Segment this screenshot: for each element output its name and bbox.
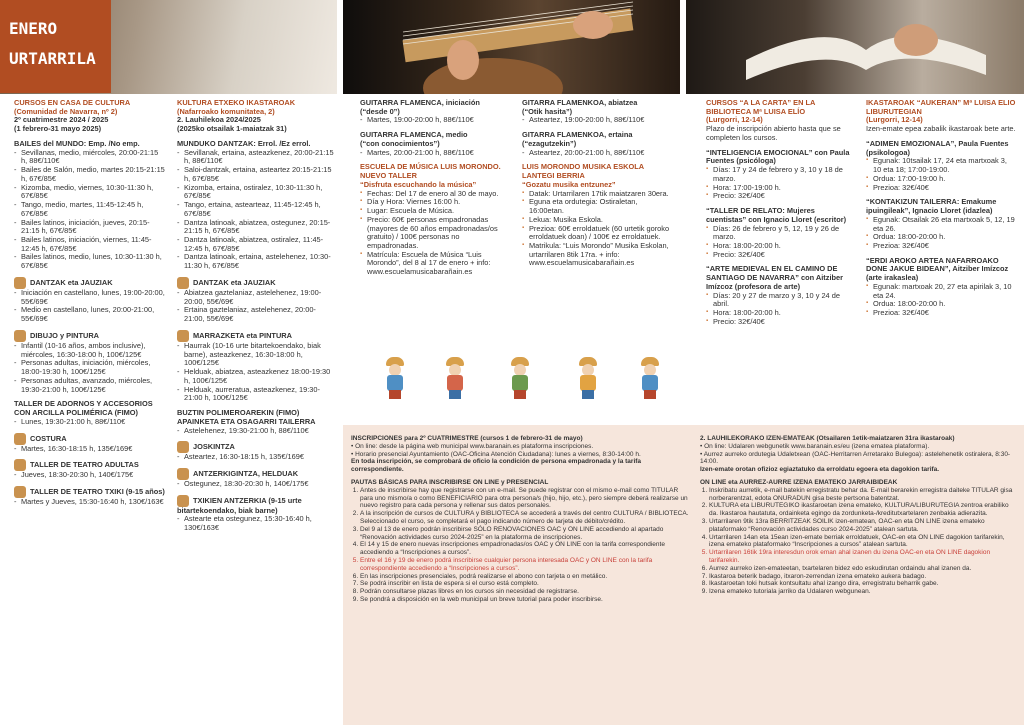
c4-g1-title: GITARRA FLAMENKOA, abiatzea	[522, 98, 638, 107]
list-item: ▪ Matrikula: “Luis Morondo” Musika Eskolan, urtarrilaren 8tik 17ra. + info: www.escuelamusicabarañain.es	[522, 242, 672, 268]
c6-heading: IKASTAROAK “AUKERAN” Mª LUISA ELIO LIBURUTEGIAN	[866, 98, 1016, 116]
c1-s5-title: COSTURA	[30, 433, 67, 443]
c1-s6-title: TALLER DE TEATRO ADULTAS	[30, 460, 139, 470]
list-item: - Haurrak (10-16 urte bitartekoendako, biak barne), asteazkenez, 16:30-18:00 h, 100€/125€	[177, 342, 335, 368]
c2-s1-title: MUNDUKO DANTZAK: Errol. /Ez errol.	[177, 138, 311, 148]
list-item: ▪ Egunak: 10tsailak 17, 24 eta martxoak 3, 10 eta 18; 17:00-19:00.	[866, 157, 1016, 174]
column-kultura-etxeko	[177, 99, 335, 533]
list-item: - Asteartez, 16:30-18:15 h, 135€/169€	[177, 453, 335, 462]
ize-heading: 2. LAUHILEKORAKO IZEN-EMATEAK (Otsailaren 1etik-maiatzaren 31ra ikastaroak)	[700, 435, 955, 442]
c2-s5-title: JOSKINTZA	[193, 442, 235, 452]
list-item: - Infantil (10-16 años, ambos inclusive), miércoles, 16:30-18:00 h, 100€/125€	[14, 342, 166, 359]
list-item: 2. A la inscripción de cursos de CULTURA y BIBLIOTECA se accederá a través del centro CULTURA / BIBLIOTECA. Seleccionado el curso, se completará el pago indicando número de tarjeta de débito/crédito.	[360, 510, 691, 526]
c4-music-title: LUIS MORONDO MUSIKA ESKOLA LANTEGI BERRIA	[522, 162, 644, 181]
c4-g2-sub: (“ezagutzekin”)	[522, 138, 577, 148]
list-item: - Martes, 20:00-21:00 h, 88€/110€	[360, 149, 510, 158]
list-item: ▪ Fechas: Del 17 de enero al 30 de mayo.	[360, 190, 510, 199]
list-item: 1. Inskribatu aurretik, e-mail batekin erregistratu behar da. E-mail berarekin erregistra daiteke TITULAR gisa norberarentzat, edota ONURADUN gisa beste pertsona batentzat.	[709, 487, 1018, 503]
c5-sub: (Lurgorri, 12-14)	[706, 115, 763, 125]
c1-dates: (1 febrero-31 mayo 2025)	[14, 124, 102, 134]
sewing-icon	[14, 433, 26, 445]
list-item: ▪ Eguna eta ordutegia: Ostiraletan, 16:00etan.	[522, 198, 672, 215]
list-item: ▪ Hora: 17:00-19:00 h.	[706, 184, 854, 193]
c6-k1-title: “ADIMEN EMOZIONALA”, Paula Fuentes (psikologoa)	[866, 138, 1009, 157]
ins-presencial: • Horario presencial Ayuntamiento (OAC-Oficina Atención Ciudadana): lunes a viernes, 8:30-14:00 h.	[351, 450, 641, 458]
book-illustration	[686, 0, 1024, 94]
c4-g2-title: GITARRA FLAMENKOA, ertaina	[522, 130, 633, 140]
list-item: - Abiatzea gaztelaniaz, astelehenez, 19:00-20:00, 55€/69€	[177, 289, 335, 306]
c1-period: 2º cuatrimestre 2024 / 2025	[14, 115, 109, 125]
c1-s1-list	[14, 149, 166, 271]
ins-heading: INSCRIPCIONES para 2º CUATRIMESTRE (cursos 1 de febrero-31 de mayo)	[351, 435, 583, 442]
c4-music-sub: “Gozatu musika entzunez”	[522, 179, 616, 189]
c3-music-sub: “Disfruta escuchando la música”	[360, 179, 477, 189]
list-item: - Lunes, 19:30-21:00 h, 88€/110€	[14, 418, 166, 427]
list-item: ▪ Prezioa: 32€/40€	[866, 309, 1016, 318]
list-item: - Helduak, aurreratua, asteazkenez, 19:30-21:00 h, 100€/125€	[177, 386, 335, 403]
list-item: - Personas adultas, avanzado, miércoles, 19:30-21:00 h, 100€/125€	[14, 377, 166, 394]
list-item: - Jueves, 18:30-20:30 h, 140€/175€	[14, 471, 166, 480]
list-item: ▪ Prezioa: 60€ erroldatuek (60 urtetik goroko erroldatuek doan) / 100€ ez erroldatuek.	[522, 225, 672, 242]
list-item: - Dantza latinoak, abiatzea, ostegunez, 20:15-21:15 h, 67€/85€	[177, 219, 335, 236]
c2-sub: (Nafarroako komunitatea, 2)	[177, 106, 275, 116]
list-item: 4. Urtarrilaren 14an eta 15ean izen-emate berriak erroldatuek, OAC-en eta ON LINE dagokion tarifarekin, izena emateko plataformako “Inscripciones a cursos” atalean sartuta.	[709, 534, 1018, 550]
list-item: - Ostegunez, 18:30-20:30 h, 140€/175€	[177, 480, 335, 489]
registration-panel	[343, 425, 1024, 725]
c2-s6-title: ANTZERKIGINTZA, HELDUAK	[193, 468, 299, 478]
list-item: 4. El 14 y 15 de enero nuevas inscripciones empadronadas/os OAC y ON LINE con la tarifa correspondiente accediendo a “Inscripciones a cursos”.	[360, 541, 691, 557]
list-item: - Sevillanak, ertaina, asteazkenez, 20:00-21:15 h, 88€/110€	[177, 149, 335, 166]
c1-s2-title: DANTZAK eta JAUZIAK	[30, 277, 113, 287]
list-item: ▪ Precio: 32€/40€	[706, 192, 854, 201]
guitar-illustration	[343, 0, 680, 94]
list-item: - Ertaina gaztelaniaz, astelehenez, 20:00-21:00, 55€/69€	[177, 306, 335, 323]
c3-g2-title: GUITARRA FLAMENCA, medio	[360, 130, 468, 140]
inscripciones-block	[351, 435, 691, 604]
list-item: ▪ Días: 17 y 24 de febrero y 3, 10 y 18 de marzo.	[706, 166, 854, 183]
list-item: - Bailes latinos, iniciación, viernes, 11:45-12:45 h, 67€/85€	[14, 236, 166, 253]
list-item: ▪ Ordua: 17:00-19:00 h.	[866, 175, 1016, 184]
list-item: - Bailes latinos, iniciación, jueves, 20:15-21:15 h, 67€/85€	[14, 219, 166, 236]
c6-k2-title: “KONTAKIZUN TAILERRA: Emakume ipuingileak”, Ignacio Lloret (idazlea)	[866, 197, 997, 216]
list-item: 7. Se podrá inscribir en lista de espera si el curso está completo.	[360, 580, 691, 588]
c1-sub: (Comunidad de Navarra, nº 2)	[14, 106, 118, 116]
list-item: ▪ Precio: 32€/40€	[706, 251, 854, 260]
musician-figure	[573, 357, 603, 399]
column-guitarra	[360, 99, 510, 277]
c4-g1-sub: (“Otik hasita”)	[522, 106, 573, 116]
c3-g1-title: GUITARRA FLAMENCA, iniciación	[360, 98, 480, 107]
izen-emateak-block	[700, 435, 1018, 596]
c2-s2-title: DANTZAK eta JAUZIAK	[193, 277, 276, 287]
c2-s4-title: BUZTIN POLIMEROAREKIN (FIMO) APAINKETA ETA OSAGARRI TAILERRA	[177, 408, 316, 426]
list-item: - Sevillanas, medio, miércoles, 20:00-21:15 h, 88€/110€	[14, 149, 166, 166]
list-item: 5. Urtarrilaren 16tik 19ra interesdun orok eman ahal izanen du izena OAC-en eta ON LINE dagokion tarifarekin.	[709, 549, 1018, 565]
list-item: - Personas adultas, iniciación, miércoles, 18:00-19:30 h, 100€/125€	[14, 359, 166, 376]
guitar-photo	[343, 0, 680, 94]
list-item: 1. Antes de inscribirse hay que registrarse con un e-mail. Se puede registrar con el mismo e-mail como TITULAR para uno mismo/a o como BENEFICIARIO para otra persona/s (hijo, hijo, etc.), pero siempre deberá realizarse un nuevo registro para cada persona y rellenar sus datos personales.	[360, 487, 691, 510]
list-item: - Tango, ertaina, astearteaz, 11:45-12:45 h, 67€/85€	[177, 201, 335, 218]
list-item: ▪ Hora: 18:00-20:00 h.	[706, 242, 854, 251]
title-enero: ENERO	[9, 19, 58, 38]
ins-rules-heading: PAUTAS BÁSICAS PARA INSCRIBIRSE ON LINE y PRESENCIAL	[351, 478, 549, 486]
list-item: ▪ Datak: Urtarrilaren 17tik maiatzaren 30era.	[522, 190, 672, 199]
ize-rules-heading: ON LINE eta AURREZ-AURRE IZENA EMATEKO JARRAIBIDEAK	[700, 478, 898, 486]
c1-s4-title: TALLER DE ADORNOS Y ACCESORIOS CON ARCILLA POLIMÉRICA (FIMO)	[14, 399, 153, 418]
list-item: 5. Entre el 16 y 19 de enero podrá inscribirse cualquier persona interesada OAC y ON LINE con la tarifa correspondiente accediendo a “Inscripciones a cursos”.	[360, 557, 691, 573]
list-item: - Astelehenez, 19:30-21:00 h, 88€/110€	[177, 427, 335, 436]
musician-figure	[440, 357, 470, 399]
list-item: ▪ Egunak: martxoak 20, 27 eta apirilak 3, 10 eta 24.	[866, 283, 1016, 300]
book-photo	[686, 0, 1024, 94]
ins-online: • On line: desde la página web municipal www.baranain.es plataforma inscripciones.	[351, 442, 594, 450]
list-item: 8. Ikastaroetan toki hutsak kontsultatu ahal izango dira, erregistratu beharrik gabe.	[709, 580, 1018, 588]
c2-period: 2. Lauhilekoa 2024/2025	[177, 115, 261, 125]
c3-g2-sub: (“con conocimientos”)	[360, 138, 440, 148]
list-item: ▪ Lugar: Escuela de Música.	[360, 207, 510, 216]
list-item: - Astearte eta ostegunez, 15:30-16:40 h, 130€/163€	[177, 515, 335, 532]
c1-heading: CURSOS EN CASA DE CULTURA	[14, 98, 131, 107]
c1-s3-title: DIBUJO y PINTURA	[30, 330, 99, 340]
musician-figure	[380, 357, 410, 399]
list-item: 8. Podrán consultarse plazas libres en los cursos sin necesidad de registrarse.	[360, 588, 691, 596]
c2-s3-title: MARRAZKETA eta PINTURA	[193, 330, 292, 340]
list-item: - Dantza latinoak, abiatzea, ostiralez, 11:45-12:45 h, 67€/85€	[177, 236, 335, 253]
musician-figure	[635, 357, 665, 399]
list-item: - Bailes de Salón, medio, martes 20:15-21:15 h, 67€/85€	[14, 166, 166, 183]
c6-intro: Izen-emate epea zabalik ikastaroak bete arte.	[866, 124, 1016, 134]
list-item: - Asteartez, 19:00-20:00 h, 88€/110€	[522, 116, 672, 125]
c2-s7-title: TXIKIEN ANTZERKIA (9-15 urte bitartekoendako, biak barne)	[177, 495, 302, 515]
c6-k3-title: “ERDI AROKO ARTEA NAFARROAKO DONE JAKUE BIDEAN”, Aitziber Imízcoz (arte irakaslea)	[866, 255, 1009, 283]
list-item: 9. Izena emateko tutoriala jarriko da Udalaren webgunean.	[709, 588, 1018, 596]
list-item: - Medio en castellano, lunes, 20:00-21:00, 55€/69€	[14, 306, 166, 323]
list-item: - Tango, medio, martes, 11:45-12:45 h, 67€/85€	[14, 201, 166, 218]
c3-music-title: ESCUELA DE MÚSICA LUIS MORONDO. NUEVO TALLER	[360, 162, 501, 181]
list-item: 9. Se pondrá a disposición en la web municipal un breve tutorial para poder inscribirse.	[360, 596, 691, 604]
list-item: - Iniciación en castellano, lunes, 19:00-20:00, 55€/69€	[14, 289, 166, 306]
list-item: 2. KULTURA eta LIBURUTEGIKO ikastaroetan izena emateko, KULTURA/LIBURUTEGIA zentroa erabiliko da. Ikastaroa hautatuta, ordainketa egingo da zordunketa-/kreditutxartelaren zenbakia adierazita.	[709, 502, 1018, 518]
list-item: - Bailes latinos, medio, lunes, 10:30-11:30 h, 67€/85€	[14, 253, 166, 270]
list-item: - Dantza latinoak, ertaina, astelehenez, 10:30-11:30 h, 67€/85€	[177, 253, 335, 270]
list-item: - Asteartez, 20:00-21:00 h, 88€/110€	[522, 149, 672, 158]
column-cursos-casa-cultura	[14, 99, 166, 507]
c5-heading: CURSOS “A LA CARTA” EN LA BIBLIOTECA Mª LUISA ELÍO	[706, 98, 816, 116]
list-item: ▪ Matrícula: Escuela de Música “Luis Morondo”, del 8 al 17 de enero + info: www.escuelamusicabarañain.es	[360, 251, 510, 277]
ins-note: En toda inscripción, se comprobará de oficio la condición de persona empadronada y la tarifa correspondiente.	[351, 458, 642, 474]
title-urtarrila: URTARRILA	[9, 49, 96, 68]
c2-dates: (2025ko otsailak 1-maiatzak 31)	[177, 124, 287, 134]
column-liburutegia	[866, 99, 1016, 318]
column-biblioteca	[706, 99, 854, 327]
c2-heading: KULTURA ETXEKO IKASTAROAK	[177, 98, 296, 107]
list-item: ▪ Ordua: 18:00-20:00 h.	[866, 233, 1016, 242]
column-gitarra	[522, 99, 672, 268]
list-item: ▪ Egunak: Otsailak 26 eta martxoak 5, 12, 19 eta 26.	[866, 216, 1016, 233]
list-item: ▪ Hora: 18:00-20:00 h.	[706, 309, 854, 318]
c5-k3-title: “ARTE MEDIEVAL EN EL CAMINO DE SANTIAGO DE NAVARRA” con Aitziber Imízcoz (profesora de arte)	[706, 264, 844, 291]
c1-s7-title: TALLER DE TEATRO TXIKI (9-15 años)	[30, 486, 165, 496]
ize-online: • On line: Udalaren webgunetik www.baranain.es/eu (izena ematea plataforma).	[700, 442, 930, 450]
list-item: ▪ Prezioa: 32€/40€	[866, 184, 1016, 193]
list-item: 3. Urtarrilaren 9tik 13ra BERRITZEAK SOILIK izen-ematean, OAC-en eta ON LINE izena emateko plataformako “Renovación actividades curso 2024-2025” atalean sartuta.	[709, 518, 1018, 534]
list-item: - Martes y Jueves, 15:30-16:40 h, 130€/163€	[14, 498, 166, 507]
c1-s1-title: BAILES del MUNDO: Emp. /No emp.	[14, 138, 140, 148]
list-item: ▪ Lekua: Musika Eskola.	[522, 216, 672, 225]
list-item: 3. Del 9 al 13 de enero podrán inscribirse SÓLO RENOVACIONES OAC y ON LINE accediendo al apartado “Renovación actividades curso 2024-2025” en la plataforma de inscripciones.	[360, 526, 691, 542]
list-item: 6. En las inscripciones presenciales, podrá realizarse el abono con tarjeta o en metálico.	[360, 573, 691, 581]
list-item: ▪ Precio: 60€ personas empadronadas (mayores de 60 años empadronadas/os gratuito) / 100€ personas no empadronadas.	[360, 216, 510, 251]
list-item: ▪ Ordua: 18:00-20:00 h.	[866, 300, 1016, 309]
ize-presencial: • Aurrez aurreko ordutegia Udaletxean (OAC-Herritarren Arretarako Bulegoa): astelehenetik ostiralera, 8:30-14:00.	[700, 450, 1011, 466]
c6-sub: (Lurgorri, 12-14)	[866, 115, 923, 125]
c3-g1-sub: (“desde 0”)	[360, 106, 400, 116]
list-item: - Martes, 16:30-18:15 h, 135€/169€	[14, 445, 166, 454]
list-item: ▪ Días: 26 de febrero y 5, 12, 19 y 26 de marzo.	[706, 225, 854, 242]
c5-k1-title: “INTELIGENCIA EMOCIONAL” con Paula Fuentes (psicóloga)	[706, 147, 850, 166]
list-item: ▪ Días: 20 y 27 de marzo y 3, 10 y 24 de abril.	[706, 292, 854, 309]
list-item: ▪ Día y Hora: Viernes 16:00 h.	[360, 198, 510, 207]
list-item: - Kizomba, ertaina, ostiralez, 10:30-11:30 h, 67€/85€	[177, 184, 335, 201]
ize-note: Izen-emate orotan ofizioz egiaztatuko da erroldatu egoera eta dagokion tarifa.	[700, 466, 940, 474]
list-item: 7. Ikastaroa beterik badago, itxaron-zerrendan izena emateko aukera badago.	[709, 573, 1018, 581]
list-item: ▪ Precio: 32€/40€	[706, 318, 854, 327]
list-item: - Helduak, abiatzea, asteazkenez 18:00-19:30 h, 100€/125€	[177, 368, 335, 385]
musician-figure	[505, 357, 535, 399]
list-item: 6. Aurrez aurreko izen-emateetan, txartelaren bidez edo eskudirutan ordaindu ahal izanen da.	[709, 565, 1018, 573]
month-title	[0, 0, 111, 93]
list-item: - Saloi-dantzak, ertaina, asteartez 20:15-21:15 h, 67€/85€	[177, 166, 335, 183]
c5-intro: Plazo de inscripción abierto hasta que se completen los cursos.	[706, 124, 841, 142]
list-item: - Martes, 19:00-20:00 h, 88€/110€	[360, 116, 510, 125]
list-item: ▪ Prezioa: 32€/40€	[866, 242, 1016, 251]
list-item: - Kizomba, medio, viernes, 10:30-11:30 h, 67€/85€	[14, 184, 166, 201]
c5-k2-title: “TALLER DE RELATO: Mujeres cuentistas” con Ignacio Lloret (escritor)	[706, 206, 847, 224]
